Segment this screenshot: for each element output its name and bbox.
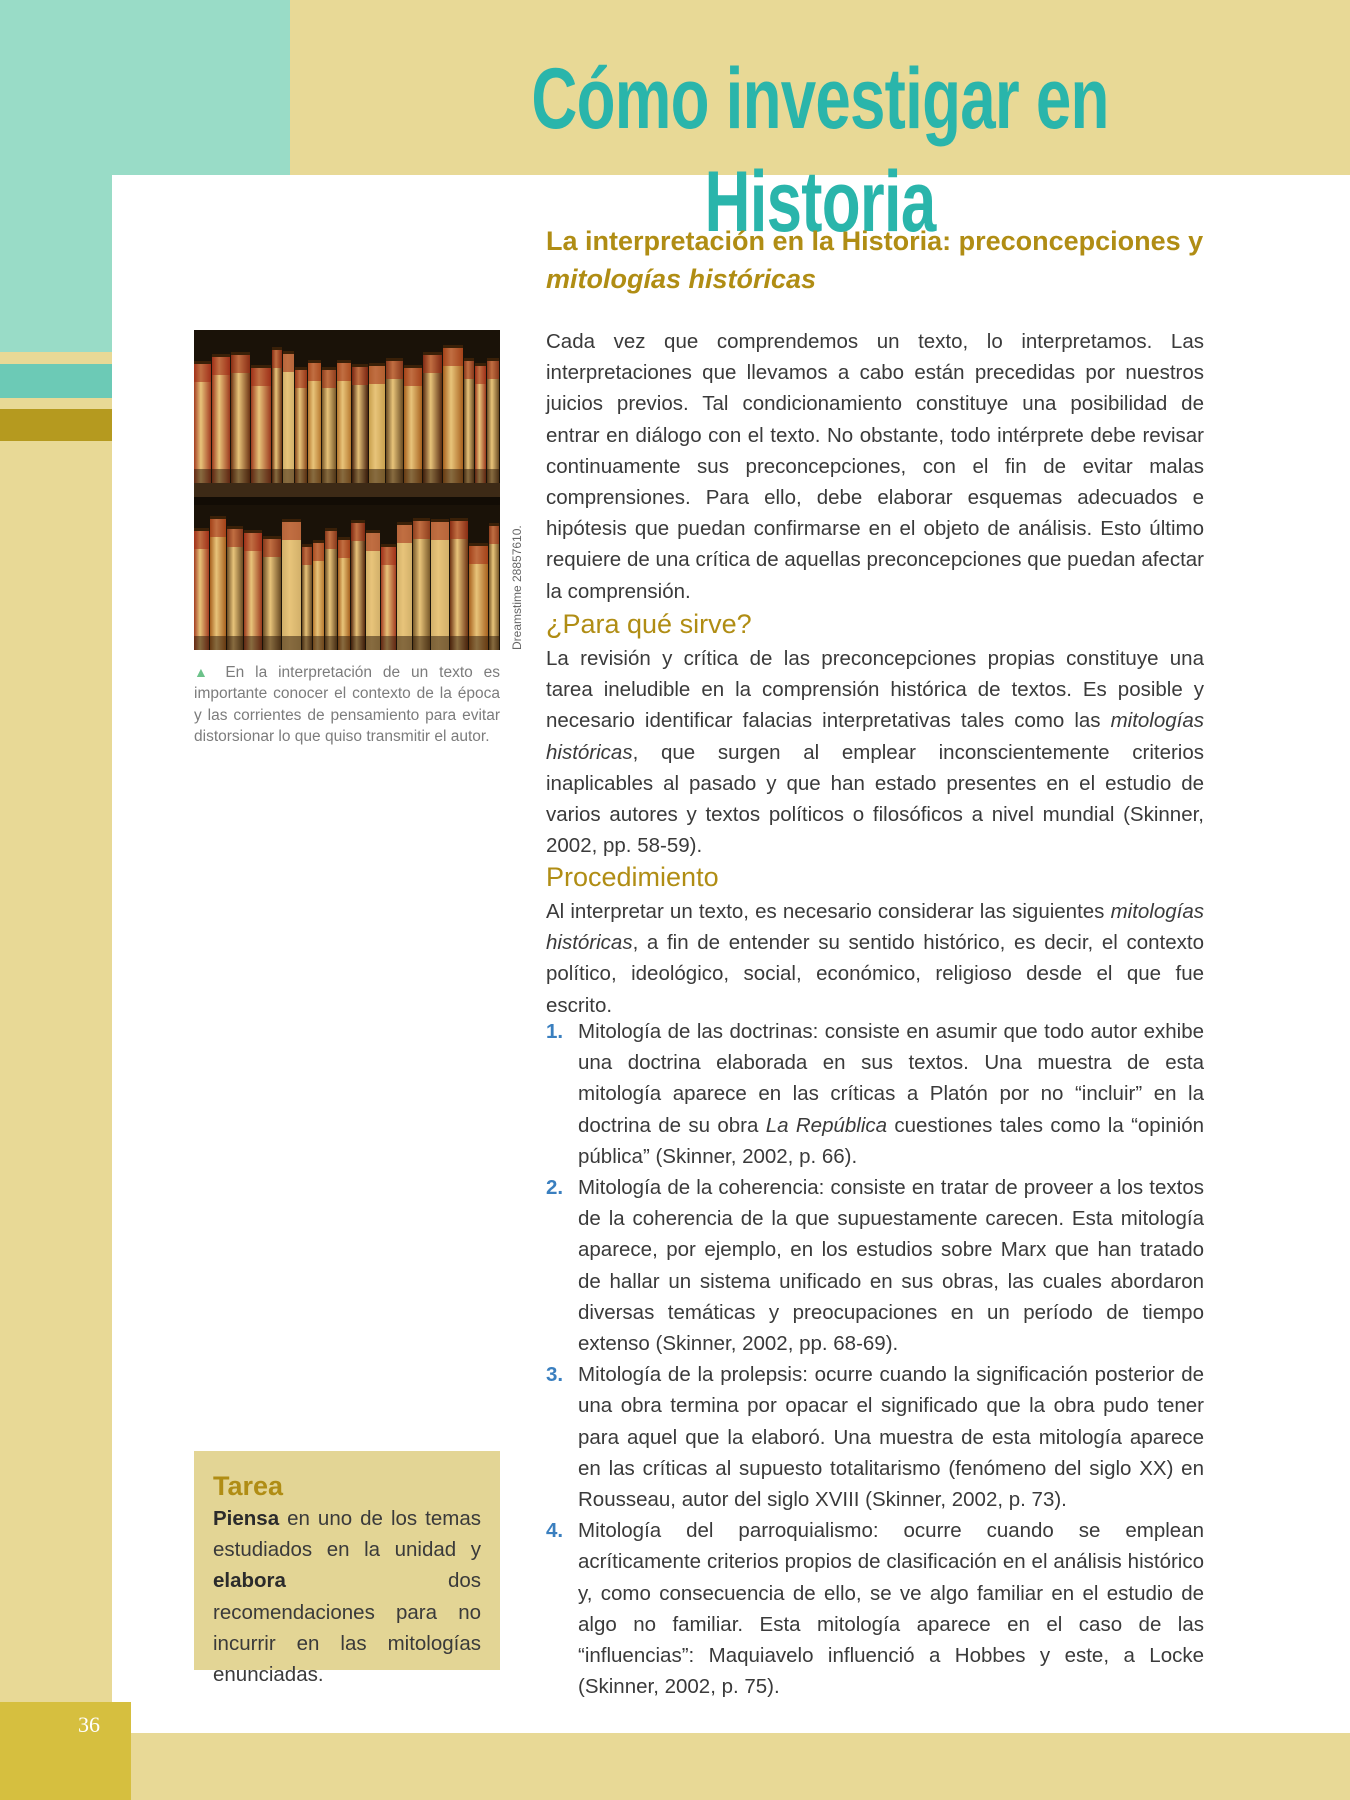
task-text <box>213 1503 481 1690</box>
book-spine <box>194 528 209 650</box>
book-spine <box>487 358 499 483</box>
book-spine <box>404 365 422 483</box>
list-item-number: 2. <box>546 1176 564 1200</box>
book-spine <box>263 536 281 650</box>
intro-paragraph: Cada vez que comprendemos un texto, lo interpretamos. Las interpretaciones que llevamos a cabo están precedidas por nuestros juicios previos. Tal condicionamiento constituye una posibilidad de entrar en diálogo con el texto. No obstante, todo intérprete debe revisar continuamente sus preconcepciones, con el fin de evitar malas comprensiones. Para ello, debe elaborar esquemas adecuados e hipótesis que puedan confirmarse en el objeto de análisis. Esto último requiere de una crítica de aquellas preconcepciones que puedan afectar la comprensión. <box>546 330 1204 603</box>
purpose-heading: ¿Para qué sirve? <box>546 609 752 639</box>
list-item-text: cuestiones tales como la “opinión pública” (Skinner, 2002, p. 66). <box>578 1113 1205 1168</box>
book-spine <box>431 519 448 650</box>
procedure-text-a: Al interpretar un texto, es necesario considerar las siguientes <box>546 900 1111 923</box>
list-item-emphasis: La República <box>765 1113 888 1137</box>
caption-text: En la interpretación de un texto es importante conocer el contexto de la época y las corrientes de pensamiento para evitar distorsionar lo que quiso transmitir el autor. <box>194 664 501 745</box>
photo-credit: Dreamstime 28857610. <box>510 525 524 650</box>
procedure-text-emphasis: mitologías históricas <box>546 900 1204 955</box>
book-spine <box>381 544 396 650</box>
purpose-text-a: La revisión y crítica de las preconcepciones propias constituye una tarea ineludible en la comprensión histórica de textos. Es posible y necesario identificar falacias interpretativas tales como las <box>546 647 1204 733</box>
section-title <box>546 222 1206 298</box>
task-text-1: en uno de los temas estudiados en la unidad y <box>213 1507 481 1562</box>
teal-stripe <box>0 364 112 398</box>
book-spine <box>210 516 226 650</box>
book-spine <box>423 352 442 483</box>
section-title-emphasis: mitologías históricas <box>546 264 817 294</box>
purpose-text-b: , que surgen al emplear inconscientemente criterios inaplicables al pasado y que han estado presentes en el estudio de varios autores y textos políticos o filosóficos a nivel mundial (Skinner, 2002, pp. 58-59). <box>546 740 1204 858</box>
triangle-icon: ▲ <box>194 664 215 680</box>
book-spine <box>272 347 282 483</box>
bookshelf-photo <box>194 330 500 650</box>
bottom-band <box>0 1733 1350 1800</box>
section-title-main: La interpretación en la Historia: preconcepciones y <box>546 226 1204 256</box>
book-spine <box>475 363 486 483</box>
book-spine <box>194 361 211 483</box>
book-spine <box>322 367 336 483</box>
book-spine <box>352 364 367 483</box>
book-spine <box>313 540 324 650</box>
gold-stripe <box>0 409 112 441</box>
shelf-board <box>194 483 500 497</box>
list-item-text: Mitología de la prolepsis: ocurre cuando la significación posterior de una obra termina por opacar el significado que la obra pudo tener para aquel que la elaboró. Una muestra de esta mitología aparece en las críticas al supuesto totalitarismo (fenómeno del siglo XX) en Rousseau, autor del siglo XVIII (Skinner, 2002, p. 73). <box>578 1363 1204 1512</box>
book-spine <box>443 345 463 483</box>
book-spine <box>397 522 413 650</box>
task-verb-think: Piensa <box>213 1507 280 1530</box>
book-spine <box>464 358 474 483</box>
book-spine <box>450 518 468 650</box>
book-spine <box>244 530 261 650</box>
book-spine <box>308 360 321 483</box>
task-title: Tarea <box>213 1471 284 1501</box>
task-verb-elaborate: elabora <box>213 1569 286 1593</box>
book-spine <box>302 544 312 650</box>
bookshelf-bottom-row <box>194 518 500 650</box>
book-spine <box>413 518 430 650</box>
book-spine <box>227 526 244 650</box>
list-item-number: 4. <box>546 1519 564 1543</box>
list-item <box>546 1359 1204 1515</box>
book-spine <box>369 363 385 483</box>
procedure-heading: Procedimiento <box>546 862 719 892</box>
book-spine <box>231 352 250 483</box>
book-spine <box>212 354 230 483</box>
page-title: Cómo investigar en Historia <box>531 51 1109 251</box>
book-spine <box>337 360 352 483</box>
shelf-shadow <box>194 497 500 505</box>
list-item <box>546 1016 1204 1172</box>
book-spine <box>338 537 350 650</box>
purpose-text-emphasis: mitologías históricas <box>546 709 1204 764</box>
figure-caption <box>194 662 500 747</box>
book-spine <box>351 520 364 650</box>
book-spine <box>386 358 403 483</box>
list-item-text: Mitología de las doctrinas: consiste en asumir que todo autor exhibe una doctrina elaborada en sus textos. Una muestra de esta mitología aparece en las críticas a Platón por no “incluir” en la doctrina de su obra <box>578 1020 1204 1137</box>
task-text-2: dos recomendaciones para no incurrir en las mitologías enunciadas. <box>213 1569 481 1687</box>
book-spine <box>489 523 499 650</box>
procedure-text-b: , a fin de entender su sentido histórico, es decir, el contexto político, ideológico, social, económico, religioso desde el que fue escrito. <box>546 931 1204 1017</box>
purpose-paragraph <box>546 643 1204 861</box>
book-spine <box>295 367 307 483</box>
list-item <box>546 1172 1204 1359</box>
mythology-list <box>546 1016 1204 1702</box>
book-spine <box>469 543 488 650</box>
book-spine <box>366 530 380 650</box>
page-number-block <box>0 1702 131 1800</box>
book-spine <box>251 365 271 483</box>
list-item-text: Mitología de la coherencia: consiste en tratar de proveer a los textos de la coherencia de la que supuestamente carecen. Esta mitología aparece, por ejemplo, en los estudios sobre Marx que han tratado de hallar un sistema unificado en sus obras, las cuales abordaron diversas temáticas y preocupaciones en un período de tiempo extenso (Skinner, 2002, pp. 68-69). <box>578 1176 1204 1356</box>
book-spine <box>282 519 301 650</box>
bookshelf-top-row <box>194 338 500 483</box>
list-item-number: 3. <box>546 1363 564 1387</box>
book-spine <box>325 528 337 650</box>
page-number: 36 <box>78 1712 100 1737</box>
task-box <box>194 1451 500 1687</box>
list-item <box>546 1515 1204 1702</box>
list-item-text: Mitología del parroquialismo: ocurre cuando se emplean acríticamente criterios propios de clasificación en el análisis histórico y, como consecuencia de ello, se ve algo familiar en el estudio de algo no familiar. Esta mitología aparece en el caso de las “influencias”: Maquiavelo influenció a Hobbes y este, a Locke (Skinner, 2002, p. 75). <box>578 1519 1204 1699</box>
book-spine <box>283 351 294 483</box>
list-item-number: 1. <box>546 1020 564 1043</box>
procedure-paragraph <box>546 896 1204 1021</box>
